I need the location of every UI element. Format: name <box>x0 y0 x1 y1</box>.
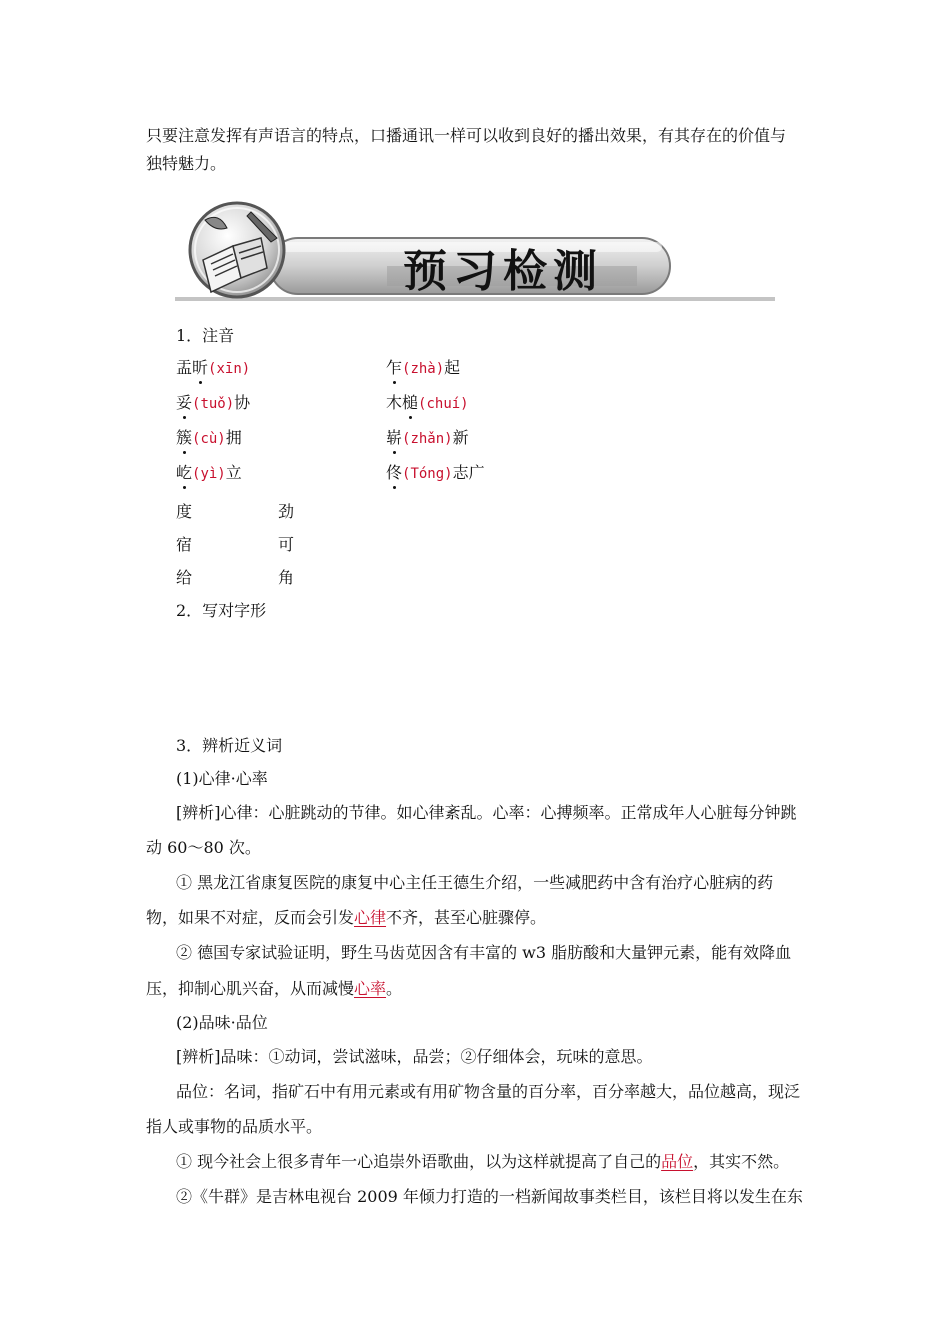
pinyin-text: (Tóng) <box>402 466 453 482</box>
poly-left-1: 度 <box>176 502 193 521</box>
dotted-char: 槌 <box>402 393 419 412</box>
term-text: 木 <box>386 393 403 412</box>
term-text: 拥 <box>225 428 242 447</box>
q1-heading: 1．注音 <box>176 326 235 345</box>
term-text: 新 <box>452 428 469 447</box>
q3-sub2-analysis-1: [辨析]品味：①动词，尝试滋味，品尝；②仔细体会，玩味的意思。 <box>176 1047 653 1066</box>
section-banner <box>175 198 775 308</box>
q3-heading: 3．辨析近义词 <box>176 736 283 755</box>
example-text: ，其实不然。 <box>693 1152 790 1171</box>
pinyin-item-l-2 <box>176 393 250 414</box>
pinyin-text: (tuǒ) <box>192 396 235 412</box>
highlighted-word: 心律 <box>354 908 387 927</box>
q3-sub1-analysis-1: [辨析]心律：心脏跳动的节律。如心律紊乱。心率：心搏频率。正常成年人心脏每分钟跳 <box>176 803 797 822</box>
dotted-char: 妥 <box>176 393 193 412</box>
dotted-char: 佟 <box>386 463 403 482</box>
pinyin-item-l-4 <box>176 463 242 484</box>
q3-sub2-analysis-3: 指人或事物的品质水平。 <box>146 1117 323 1136</box>
pinyin-text: (zhǎn) <box>402 431 453 447</box>
dotted-char: 昕 <box>192 358 209 377</box>
pinyin-text: (zhà) <box>402 361 445 377</box>
example-text: 。 <box>386 979 403 998</box>
poly-left-2: 宿 <box>176 535 193 554</box>
pinyin-text: (xīn) <box>208 361 251 377</box>
example-text: 不齐，甚至心脏骤停。 <box>386 908 547 927</box>
q3-sub1-example-2b <box>146 979 402 999</box>
intro-line-1: 只要注意发挥有声语言的特点，口播通讯一样可以收到良好的播出效果，有其存在的价值与 <box>146 126 787 145</box>
q3-sub1-title: (1)心律·心率 <box>176 769 268 788</box>
poly-right-2: 可 <box>278 535 295 554</box>
example-text: 物，如果不对症，反而会引发 <box>146 908 355 927</box>
q3-sub1-example-2a: ② 德国专家试验证明，野生马齿苋因含有丰富的 w3 脂肪酸和大量钾元素，能有效降血 <box>176 943 792 962</box>
term-text: 起 <box>444 358 461 377</box>
dotted-char: 乍 <box>386 358 403 377</box>
term-text: 盂 <box>176 358 193 377</box>
pinyin-item-l-3 <box>176 428 242 449</box>
intro-line-2: 独特魅力。 <box>146 154 227 173</box>
banner-graphic <box>175 198 775 308</box>
poly-left-3: 给 <box>176 568 193 587</box>
poly-right-3: 角 <box>278 568 295 587</box>
pinyin-item-r-3 <box>386 428 469 449</box>
pinyin-text: (yì) <box>192 466 226 482</box>
q3-sub2-title: (2)品味·品位 <box>176 1013 268 1032</box>
dotted-char: 崭 <box>386 428 403 447</box>
banner-title: 预习检测 <box>403 246 603 297</box>
highlighted-word: 心率 <box>354 979 387 998</box>
pinyin-item-l-1 <box>176 358 250 379</box>
dotted-char: 屹 <box>176 463 193 482</box>
pinyin-item-r-2 <box>386 393 469 414</box>
q3-sub1-analysis-2: 动 60～80 次。 <box>146 838 261 857</box>
pinyin-text: (cù) <box>192 431 226 447</box>
highlighted-word: 品位 <box>661 1152 694 1171</box>
term-text: 协 <box>234 393 251 412</box>
term-text: 立 <box>225 463 242 482</box>
q3-sub2-analysis-2: 品位：名词，指矿石中有用元素或有用矿物含量的百分率，百分率越大，品位越高，现泛 <box>176 1082 801 1101</box>
q3-sub2-example-1 <box>176 1152 789 1172</box>
example-text: 压，抑制心肌兴奋，从而减慢 <box>146 979 355 998</box>
pinyin-text: (chuí) <box>418 396 469 412</box>
term-text: 志广 <box>452 463 485 482</box>
q3-sub1-example-1b <box>146 908 546 928</box>
pinyin-item-r-1 <box>386 358 460 379</box>
dotted-char: 簇 <box>176 428 193 447</box>
q2-heading: 2．写对字形 <box>176 601 267 620</box>
q3-sub2-example-2: ②《牛群》是吉林电视台 2009 年倾力打造的一档新闻故事类栏目，该栏目将以发生在东 <box>176 1187 803 1206</box>
pinyin-item-r-4 <box>386 463 485 484</box>
poly-right-1: 劲 <box>278 502 295 521</box>
example-text: ① 现今社会上很多青年一心追崇外语歌曲，以为这样就提高了自己的 <box>176 1152 662 1171</box>
q3-sub1-example-1a: ① 黑龙江省康复医院的康复中心主任王德生介绍，一些减肥药中含有治疗心脏病的药 <box>176 873 774 892</box>
